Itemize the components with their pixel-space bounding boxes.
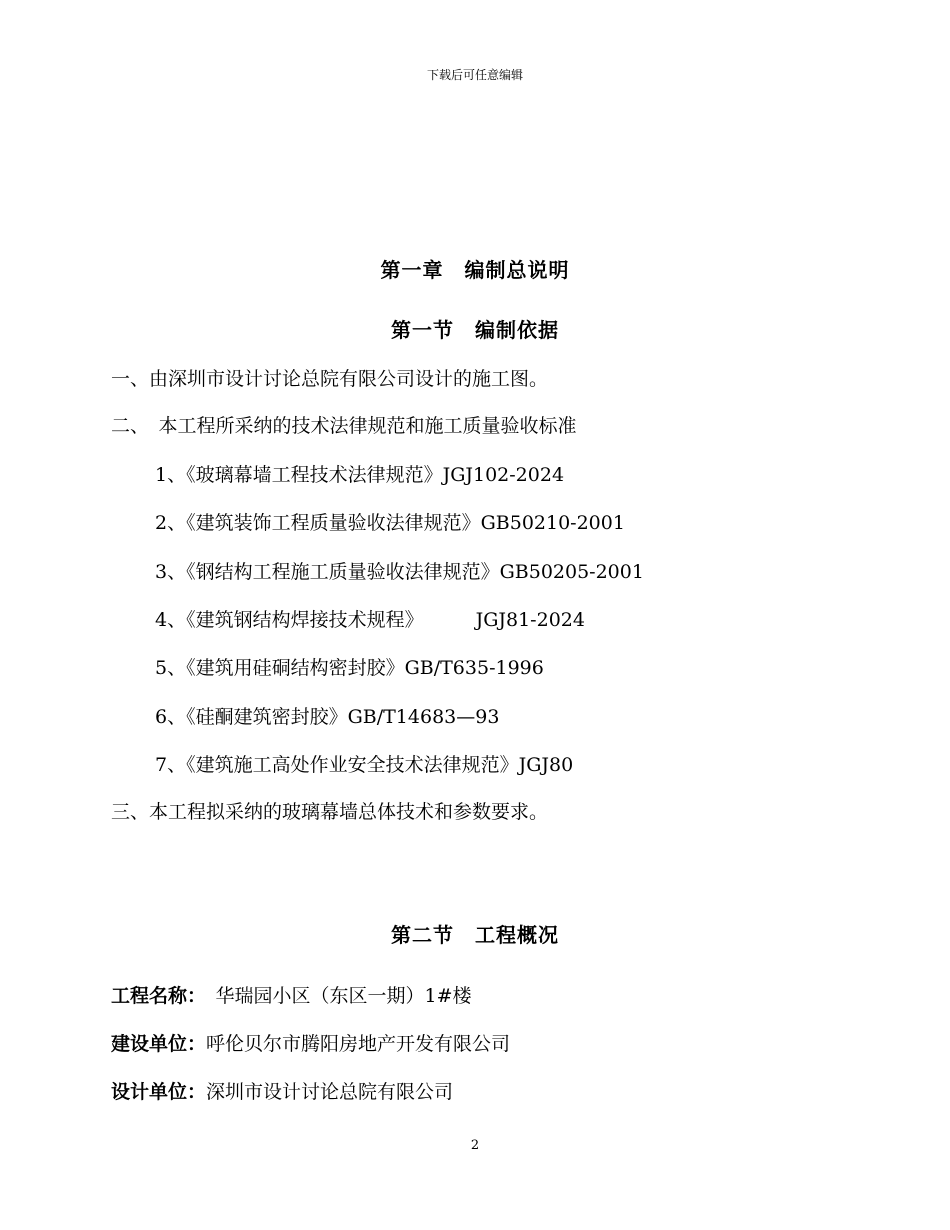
- chapter-title: 第一章 编制总说明: [380, 258, 570, 282]
- standard-item: [155, 605, 585, 632]
- builder-value: 呼伦贝尔市腾阳房地产开发有限公司: [206, 1033, 511, 1055]
- header-note: 下载后可任意编辑: [426, 68, 523, 82]
- basis-item-3: 三、本工程拟采纳的玻璃幕墙总体技术和参数要求。: [111, 801, 549, 823]
- standard-code: JGJ81-2024: [475, 609, 585, 631]
- builder-label: 建设单位：: [111, 1033, 207, 1055]
- section-title-1: 第一节 编制依据: [391, 318, 559, 342]
- project-name-label: 工程名称：: [111, 985, 197, 1007]
- builder-row: [111, 1029, 510, 1056]
- standard-item: 6、《硅酮建筑密封胶》GB/T14683—93: [155, 706, 500, 728]
- page-number: 2: [470, 1138, 480, 1153]
- standard-title: 4、《建筑钢结构焊接技术规程》: [155, 609, 424, 631]
- project-name-value: 华瑞园小区（东区一期）1#楼: [196, 985, 472, 1007]
- standard-item: 2、《建筑装饰工程质量验收法律规范》GB50210-2001: [155, 512, 625, 534]
- designer-label: 设计单位：: [111, 1081, 207, 1103]
- section-title-2: 第二节 工程概况: [391, 923, 559, 947]
- standard-item: 7、《建筑施工高处作业安全技术法律规范》JGJ80: [155, 754, 574, 776]
- standard-item: 3、《钢结构工程施工质量验收法律规范》GB50205-2001: [155, 561, 644, 583]
- designer-value: 深圳市设计讨论总院有限公司: [206, 1081, 454, 1103]
- basis-item-1: 一、由深圳市设计讨论总院有限公司设计的施工图。: [111, 368, 549, 390]
- standard-item: 1、《玻璃幕墙工程技术法律规范》JGJ102-2024: [155, 464, 565, 486]
- designer-row: [111, 1077, 453, 1104]
- standard-item: 5、《建筑用硅硐结构密封胶》GB/T635-1996: [155, 657, 544, 679]
- project-name-row: [111, 981, 472, 1008]
- basis-item-2: 二、 本工程所采纳的技术法律规范和施工质量验收标准: [111, 415, 577, 437]
